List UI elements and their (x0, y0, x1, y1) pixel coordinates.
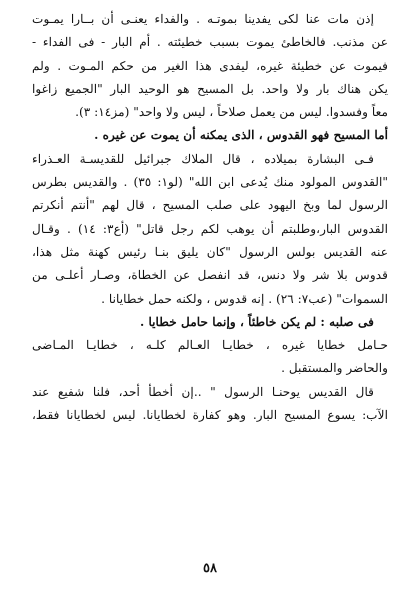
page-number: ٥٨ (203, 561, 217, 576)
text-line: قال القديس يوحنـا الرسول " ..إن أخطأ أحد، فلنا شفيع عند (32, 384, 374, 399)
section-heading: فى صلبه : لم يكن خاطئاً ، وإنما حامل خطايا . (139, 314, 374, 329)
text-line: والحاضر والمستقبل . (281, 361, 388, 376)
text-line: إذن مات عنا لكى يفدينا بموتـه . والفداء يعنـى أن بــارا يمـوت (32, 12, 374, 26)
text-line: الرسول لما وبخ اليهود على صلب المسيح ، قال لهم "أنتم أنكرتم (32, 198, 388, 213)
text-line: الآب: يسوع المسيح البار. وهو كفارة لخطايانا. ليس لخطايانا فقط، (32, 408, 388, 423)
text-line: حـامل خطايا غيره ، خطايـا العـالم كلـه ، خطايـا المـاضى (32, 338, 388, 353)
text-line: عنه القديس بولس الرسول "كان يليق بنـا رئيس كهنة مثل هذا، (32, 244, 388, 259)
text-line: "القدوس المولود منك يُدعى ابن الله" (لو١: ٣٥) . والقديس بطرس (32, 175, 388, 190)
text-line: قدوس بلا شر ولا دنس، قد انفصل عن الخطاة، وصـار أعلـى من (32, 268, 388, 283)
text-line: معاً وفسدوا. ليس من يعمل صلاحاً ، ليس ولا واحد" (مز١٤: ٣). (75, 105, 388, 120)
text-line: عن مذنب. فالخاطئ يموت بسبب خطيئته . أم البار - فى الفداء - (32, 35, 388, 50)
text-line: يكن هناك بار ولا واحد. بل المسيح هو الوحيد البار "الجميع زاغوا (32, 81, 388, 96)
text-line: فيموت عن خطيئة غيره، ليفدى هذا الغير من حكم المـوت . ولم (32, 58, 388, 73)
text-line: فـى البشارة بميلاده ، قال الملاك جبرائيل للقديسـة العـذراء (32, 151, 374, 166)
text-line: السموات" (عب٧: ٢٦) . إنه قدوس ، ولكنه حمل خطايانا . (101, 291, 388, 306)
section-heading: أما المسيح فهو القدوس ، الذى يمكنه أن يموت عن غيره . (94, 128, 388, 143)
text-line: القدوس البار،وطلبتم أن يوهب لكم رجل قاتل" (أع٣: ١٤) . وقـال (32, 221, 388, 236)
